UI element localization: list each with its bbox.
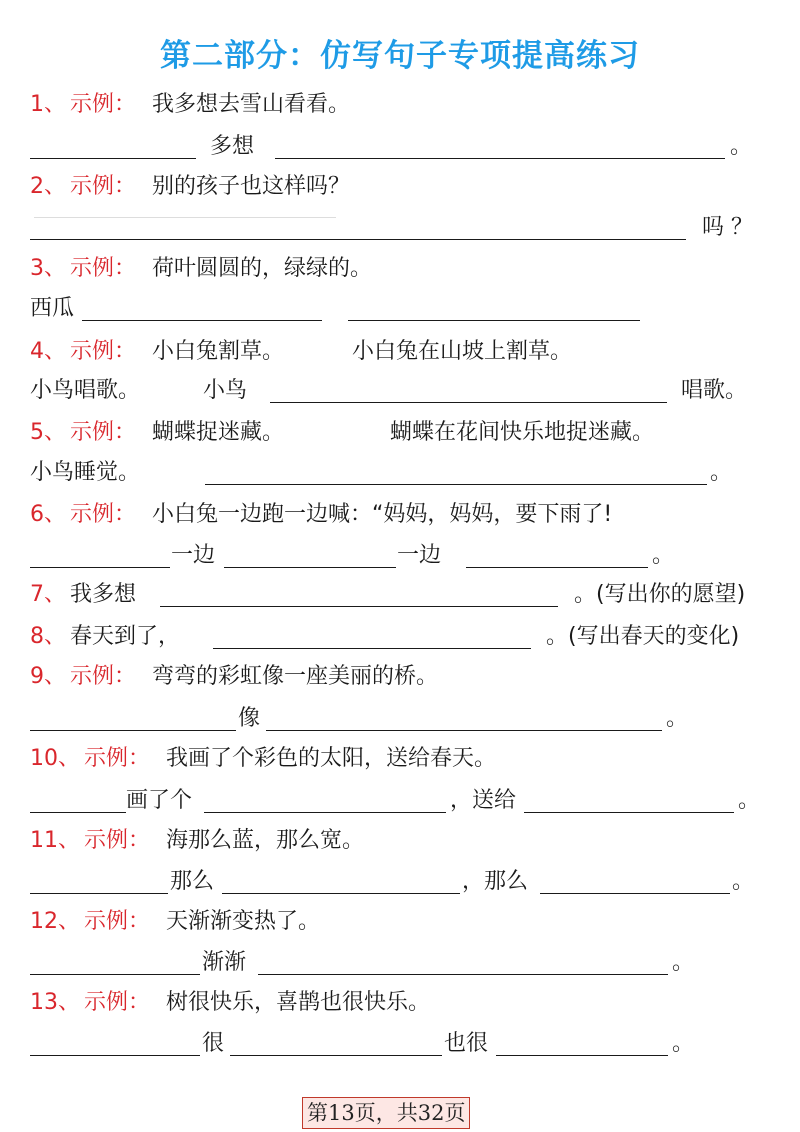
- prompt-word: 很: [202, 1031, 225, 1056]
- example-label: 示例：: [70, 92, 137, 117]
- blank-line[interactable]: [205, 484, 707, 485]
- page-number-badge: 第13页，共32页: [302, 1097, 470, 1129]
- blank-line[interactable]: [258, 974, 668, 975]
- blank-line[interactable]: [222, 893, 460, 894]
- item-number: 13、: [30, 990, 80, 1015]
- end-punct: 。: [672, 1031, 695, 1056]
- prompt-sentence: 我多想: [70, 582, 137, 607]
- prompt-word: 像: [238, 706, 261, 731]
- example-label: 示例：: [84, 909, 151, 934]
- example-sentence: 我画了个彩色的太阳，送给春天。: [166, 746, 497, 771]
- blank-line[interactable]: [524, 812, 734, 813]
- blank-line[interactable]: [30, 893, 168, 894]
- example-sentence: 蝴蝶捉迷藏。: [152, 420, 285, 445]
- end-punct: 吗 ？: [702, 215, 753, 240]
- prompt-word: 一边: [397, 543, 442, 568]
- page-title: 第二部分：仿写句子专项提高练习: [160, 38, 640, 74]
- prompt-word: 小鸟: [203, 378, 248, 403]
- end-punct: 。: [732, 869, 755, 894]
- example-sentence: 我多想去雪山看看。: [152, 92, 351, 117]
- blank-line[interactable]: [160, 606, 558, 607]
- example-sentence: 荷叶圆圆的，绿绿的。: [152, 256, 373, 281]
- example-label: 示例：: [84, 990, 151, 1015]
- example-label: 示例：: [70, 256, 137, 281]
- prompt-word: ，送给: [450, 788, 517, 813]
- item-number: 3、: [30, 256, 66, 281]
- blank-line[interactable]: [270, 402, 667, 403]
- prompt-word: 画了个: [126, 788, 193, 813]
- prompt-word: 多想: [210, 134, 255, 159]
- prompt-word: 也很: [444, 1031, 489, 1056]
- end-punct: 。: [730, 134, 753, 159]
- example-sentence: 小白兔一边跑一边喊：“妈妈，妈妈，要下雨了!: [152, 502, 613, 527]
- blank-line[interactable]: [30, 158, 196, 159]
- blank-line[interactable]: [496, 1055, 668, 1056]
- example-label: 示例：: [70, 174, 137, 199]
- example-sentence: 小白兔割草。: [152, 339, 285, 364]
- example-sentence: 天渐渐变热了。: [166, 909, 321, 934]
- end-punct: 。: [710, 460, 733, 485]
- prompt-word: 西瓜: [30, 296, 75, 321]
- prompt-word: ，那么: [462, 869, 529, 894]
- item-number: 2、: [30, 174, 66, 199]
- prompt-word: 一边: [171, 543, 216, 568]
- example-label: 示例：: [84, 828, 151, 853]
- item-number: 11、: [30, 828, 80, 853]
- blank-line[interactable]: [275, 158, 725, 159]
- prompt-sentence: 小鸟唱歌。: [30, 378, 141, 403]
- item-number: 4、: [30, 339, 66, 364]
- item-number: 5、: [30, 420, 66, 445]
- example-sentence: 弯弯的彩虹像一座美丽的桥。: [152, 664, 439, 689]
- example-sentence-expanded: 小白兔在山坡上割草。: [352, 339, 573, 364]
- blank-line[interactable]: [30, 730, 236, 731]
- blank-line[interactable]: [30, 1055, 200, 1056]
- end-punct: 。: [672, 950, 695, 975]
- blank-line[interactable]: [30, 567, 170, 568]
- prompt-sentence: 春天到了，: [70, 624, 181, 649]
- item-number: 7、: [30, 582, 66, 607]
- prompt-sentence: 小鸟睡觉。: [30, 460, 141, 485]
- item-number: 1、: [30, 92, 66, 117]
- blank-line[interactable]: [204, 812, 446, 813]
- prompt-word: 唱歌。: [681, 378, 748, 403]
- blank-line[interactable]: [266, 730, 662, 731]
- hint-text: 。(写出春天的变化): [546, 624, 740, 649]
- faint-guide-line: [34, 217, 336, 218]
- blank-line[interactable]: [30, 812, 126, 813]
- prompt-word: 那么: [170, 869, 215, 894]
- hint-text: 。(写出你的愿望): [574, 582, 746, 607]
- example-label: 示例：: [84, 746, 151, 771]
- example-sentence: 别的孩子也这样吗？: [152, 174, 351, 199]
- prompt-word: 渐渐: [202, 950, 247, 975]
- item-number: 6、: [30, 502, 66, 527]
- blank-line[interactable]: [30, 239, 686, 240]
- end-punct: 。: [652, 543, 675, 568]
- example-label: 示例：: [70, 664, 137, 689]
- example-label: 示例：: [70, 339, 137, 364]
- end-punct: 。: [666, 706, 689, 731]
- end-punct: 。: [738, 788, 761, 813]
- item-number: 9、: [30, 664, 66, 689]
- item-number: 10、: [30, 746, 80, 771]
- item-number: 8、: [30, 624, 66, 649]
- blank-line[interactable]: [466, 567, 648, 568]
- example-sentence: 海那么蓝，那么宽。: [166, 828, 365, 853]
- blank-line[interactable]: [30, 974, 200, 975]
- blank-line[interactable]: [224, 567, 396, 568]
- blank-line[interactable]: [230, 1055, 442, 1056]
- example-sentence-expanded: 蝴蝶在花间快乐地捉迷藏。: [390, 420, 655, 445]
- example-label: 示例：: [70, 502, 137, 527]
- example-label: 示例：: [70, 420, 137, 445]
- blank-line[interactable]: [540, 893, 730, 894]
- example-sentence: 树很快乐，喜鹊也很快乐。: [166, 990, 431, 1015]
- blank-line[interactable]: [213, 648, 531, 649]
- blank-line[interactable]: [348, 320, 640, 321]
- item-number: 12、: [30, 909, 80, 934]
- blank-line[interactable]: [82, 320, 322, 321]
